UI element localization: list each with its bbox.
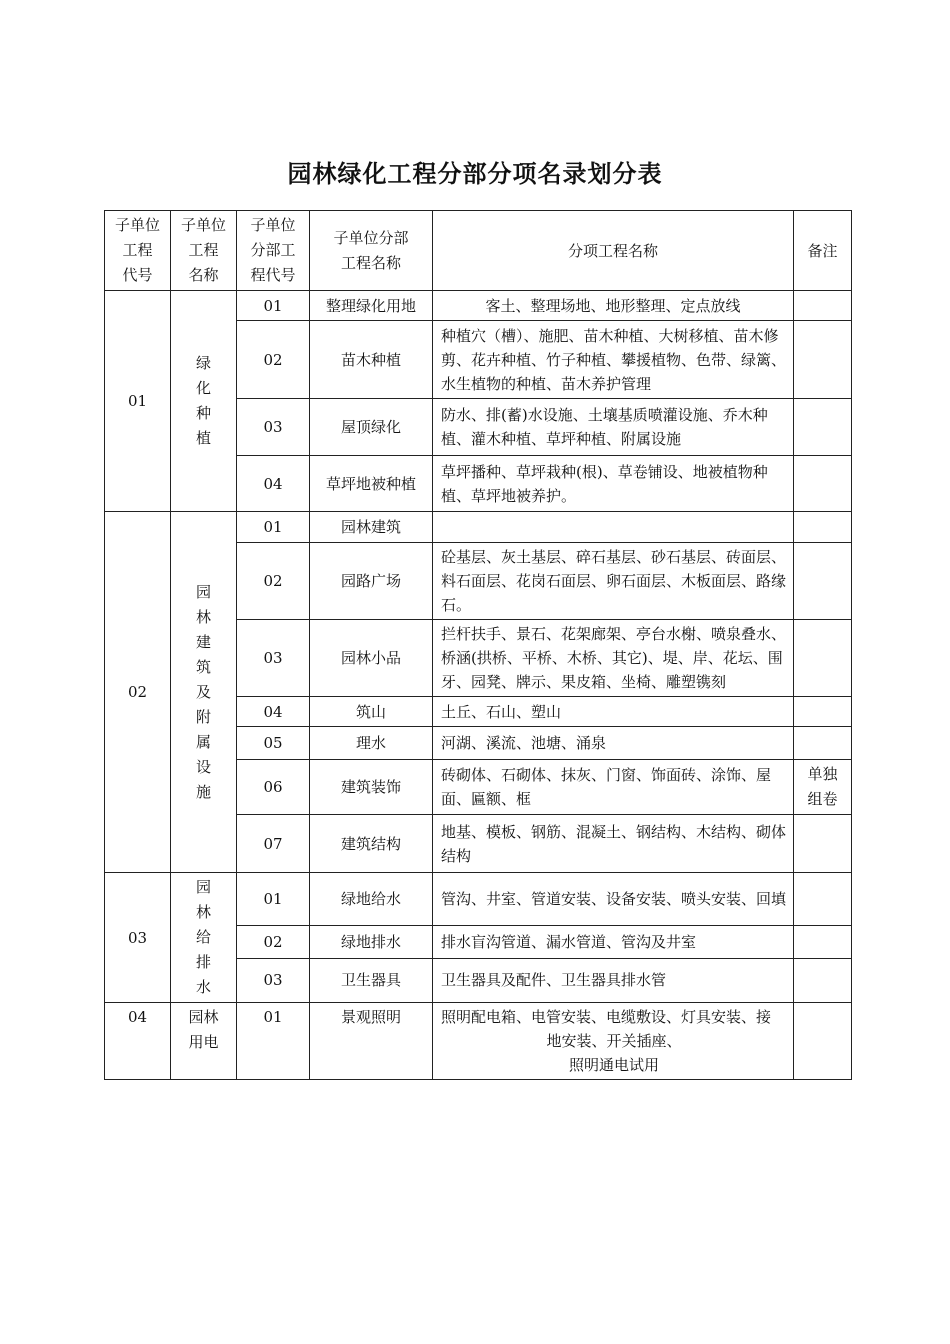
row-code: 01: [237, 873, 310, 926]
row-remark: [794, 321, 852, 399]
row-code: 06: [237, 760, 310, 815]
row-name: 园林小品: [310, 620, 433, 697]
table-row: [105, 291, 852, 321]
row-remark: [794, 456, 852, 512]
header-sub-code: 子单位 分部工 程代号: [237, 211, 310, 291]
row-name: 卫生器具: [310, 958, 433, 1002]
row-items: 土丘、石山、塑山: [433, 697, 794, 727]
table-row: [105, 873, 852, 926]
group-code: 02: [105, 512, 171, 873]
row-items: 草坪播种、草坪栽种(根)、草卷铺设、地被植物种植、草坪地被养护。: [433, 456, 794, 512]
row-remark: [794, 1003, 852, 1080]
row-remark: [794, 620, 852, 697]
group-code: 01: [105, 291, 171, 512]
row-code: 03: [237, 399, 310, 456]
row-code: 01: [237, 1003, 310, 1080]
row-remark: [794, 958, 852, 1002]
row-remark: [794, 543, 852, 620]
row-items: 种植穴（槽）、施肥、苗木种植、大树移植、苗木修剪、花卉种植、竹子种植、攀援植物、色带、绿篱、水生植物的种植、苗木养护管理: [433, 321, 794, 399]
row-code: 03: [237, 620, 310, 697]
row-remark: [794, 399, 852, 456]
row-name: 景观照明: [310, 1003, 433, 1080]
row-items-line: 照明通电试用: [568, 1056, 659, 1074]
row-name: 筑山: [310, 697, 433, 727]
group-name: 园林 用电: [171, 1003, 237, 1080]
header-name: 子单位 工程 名称: [171, 211, 237, 291]
row-name: 屋顶绿化: [310, 399, 433, 456]
row-items: 排水盲沟管道、漏水管道、管沟及井室: [433, 926, 794, 959]
row-remark: [794, 873, 852, 926]
row-code: 02: [237, 926, 310, 959]
row-items-line: 照明配电箱、电管安装、电缆敷设、灯具安装、接: [441, 1008, 772, 1026]
row-code: 05: [237, 727, 310, 760]
group-name: 园 林 给 排 水: [171, 873, 237, 1003]
row-items: 卫生器具及配件、卫生器具排水管: [433, 958, 794, 1002]
row-remark: [794, 291, 852, 321]
row-remark: [794, 926, 852, 959]
row-items: 防水、排(蓄)水设施、土壤基质喷灌设施、乔木种植、灌木种植、草坪种植、附属设施: [433, 399, 794, 456]
row-name: 建筑结构: [310, 815, 433, 873]
row-name: 苗木种植: [310, 321, 433, 399]
row-name: 园路广场: [310, 543, 433, 620]
header-code: 子单位 工程 代号: [105, 211, 171, 291]
row-remark: [794, 815, 852, 873]
row-items: [433, 1003, 794, 1080]
row-code: 02: [237, 543, 310, 620]
header-items: 分项工程名称: [433, 211, 794, 291]
header-sub-name: 子单位分部 工程名称: [310, 211, 433, 291]
row-items: [433, 512, 794, 543]
row-code: 04: [237, 456, 310, 512]
table-row: [105, 1003, 852, 1080]
row-name: 建筑装饰: [310, 760, 433, 815]
row-code: 01: [237, 512, 310, 543]
header-row: [105, 211, 852, 291]
row-name: 绿地给水: [310, 873, 433, 926]
page-title: 园林绿化工程分部分项名录划分表: [287, 160, 663, 188]
row-items: 砼基层、灰土基层、碎石基层、砂石基层、砖面层、料石面层、花岗石面层、卵石面层、木板面层、路缘石。: [433, 543, 794, 620]
header-remark: 备注: [794, 211, 852, 291]
row-code: 04: [237, 697, 310, 727]
row-remark: [794, 727, 852, 760]
row-code: 02: [237, 321, 310, 399]
row-remark: [794, 697, 852, 727]
row-items-line: 地安装、开关插座、: [546, 1032, 682, 1050]
division-table: [104, 210, 852, 1080]
row-name: 园林建筑: [310, 512, 433, 543]
row-name: 草坪地被种植: [310, 456, 433, 512]
row-remark: 单独 组卷: [794, 760, 852, 815]
row-items: 拦杆扶手、景石、花架廊架、亭台水榭、喷泉叠水、桥涵(拱桥、平桥、木桥、其它)、堤、岸、花坛、围牙、园凳、牌示、果皮箱、坐椅、雕塑镌刻: [433, 620, 794, 697]
row-items: 河湖、溪流、池塘、涌泉: [433, 727, 794, 760]
row-items: 砖砌体、石砌体、抹灰、门窗、饰面砖、涂饰、屋面、匾额、框: [433, 760, 794, 815]
group-code: 04: [105, 1003, 171, 1080]
row-code: 03: [237, 958, 310, 1002]
row-items: 地基、模板、钢筋、混凝土、钢结构、木结构、砌体结构: [433, 815, 794, 873]
row-remark: [794, 512, 852, 543]
group-name: 园 林 建 筑 及 附 属 设 施: [171, 512, 237, 873]
group-name: 绿 化 种 植: [171, 291, 237, 512]
table-row: [105, 512, 852, 543]
row-name: 理水: [310, 727, 433, 760]
row-items: 客土、整理场地、地形整理、定点放线: [433, 291, 794, 321]
row-items: 管沟、井室、管道安装、设备安装、喷头安装、回填: [433, 873, 794, 926]
row-name: 绿地排水: [310, 926, 433, 959]
row-name: 整理绿化用地: [310, 291, 433, 321]
row-code: 07: [237, 815, 310, 873]
group-code: 03: [105, 873, 171, 1003]
row-code: 01: [237, 291, 310, 321]
